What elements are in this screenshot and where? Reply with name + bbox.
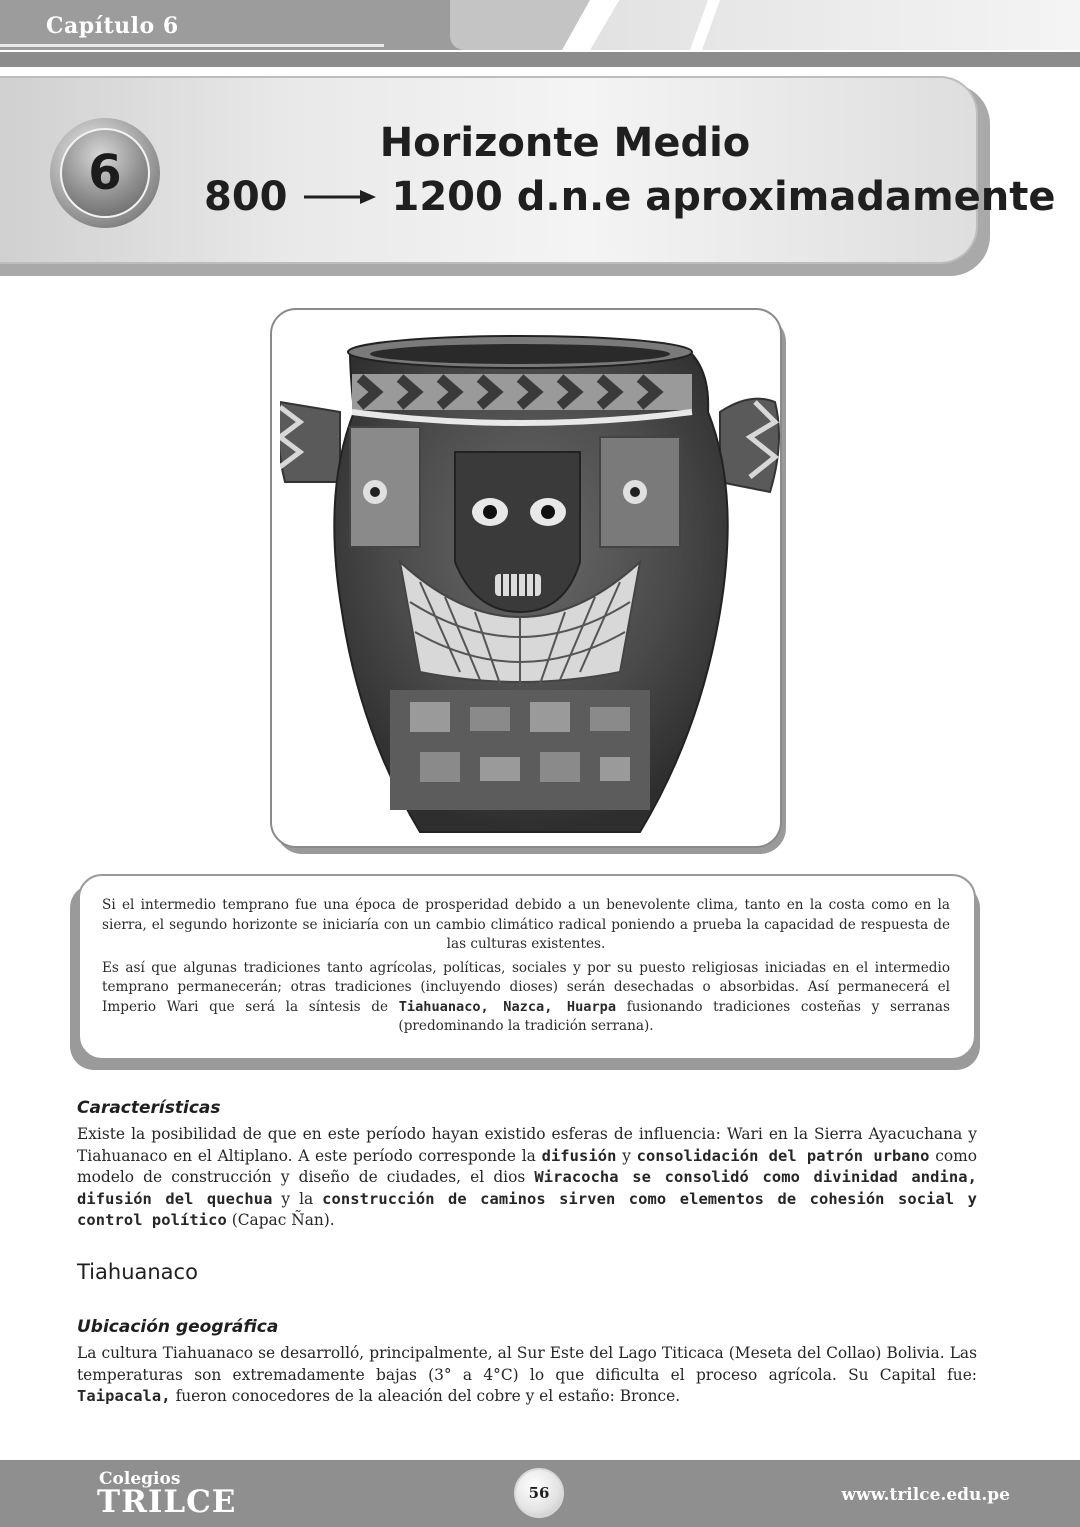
text: La cultura Tiahuanaco se desarrolló, principalmente, al Sur Este del Lago Titicaca (Meseta del Collao) Bolivia. Las temperaturas son extremadamente bajas (3° a 4°C) lo que dificulta el proceso agrícola. Su Capital fue: (77, 1344, 977, 1384)
text: como modelo de construcción y diseño de ciudades, el dios (77, 1146, 978, 1186)
heading-caracteristicas: Características (77, 1098, 221, 1118)
header-right-band (590, 0, 1080, 50)
wari-vessel-image (280, 312, 780, 852)
bold-text: construcción de caminos sirven como elementos de cohesión social y control político (77, 1189, 977, 1229)
text: (Capac Ñan). (226, 1211, 335, 1229)
period-start: 800 (204, 174, 288, 220)
period-end: 1200 d.n.e aproximadamente (391, 174, 1056, 220)
bold-text: Wiracocha se consolidó como divinidad andina, difusión del quechua (77, 1168, 977, 1208)
intro-bold-cultures: Tiahuanaco, Nazca, Huarpa (398, 998, 617, 1015)
ubicacion-paragraph (77, 1343, 977, 1408)
intro-paragraph-2 (102, 959, 950, 1037)
heading-tiahuanaco: Tiahuanaco (77, 1260, 198, 1284)
heading-ubicacion: Ubicación geográfica (77, 1317, 279, 1337)
header-bar (0, 52, 1080, 67)
page-title: Horizonte Medio (379, 120, 751, 166)
chapter-badge-number: 6 (60, 128, 150, 218)
text: Existe la posibilidad de que en este período hayan existido esferas de influencia: Wari en la Sierra Ayacuchana y Tiahuanaco en el Altiplano. A este período corresponde la (77, 1125, 977, 1165)
bold-text: Taipacala, (77, 1387, 171, 1405)
text: y la (272, 1189, 323, 1208)
caracteristicas-paragraph (77, 1124, 977, 1232)
right-arrow-icon (304, 187, 376, 207)
intro-box (78, 874, 976, 1060)
footer-brand-logo: TRILCE (97, 1484, 237, 1520)
bold-text: consolidación del patrón urbano (636, 1146, 930, 1165)
text: y (616, 1146, 637, 1165)
footer-brand-small: Colegios (99, 1469, 181, 1489)
text: fueron conocedores de la aleación del cobre y el estaño: Bronce. (170, 1387, 681, 1405)
section-ubicacion (77, 1317, 977, 1408)
page-subtitle (204, 170, 1055, 224)
section-tiahuanaco (77, 1260, 977, 1284)
section-caracteristicas (77, 1098, 977, 1232)
chapter-label: Capítulo 6 (46, 13, 179, 39)
intro-text: Es así que algunas tradiciones tanto agrícolas, políticas, sociales y por su puesto religiosas iniciadas en el intermedio temprano permanecerán; otras tradiciones (incluyendo dioses) serán desechadas o absorbidas. Así permanecerá el Imperio Wari que será la síntesis de (102, 959, 950, 1015)
intro-text-end: fusionando tradiciones costeñas y serranas (predominando la tradición serrana). (398, 998, 950, 1034)
chapter-underline (0, 44, 384, 47)
page-number: 56 (514, 1468, 564, 1518)
footer-url-link[interactable]: www.trilce.edu.pe (841, 1485, 1010, 1505)
intro-paragraph-1: Si el intermedio temprano fue una época de prosperidad debido a un benevolente clima, tanto en la costa como en la sierra, el segundo horizonte se iniciaría con un cambio climático radical poniendo a prueba la capacidad de respuesta de las culturas existentes. (102, 897, 950, 952)
bold-text: difusión (541, 1146, 617, 1165)
